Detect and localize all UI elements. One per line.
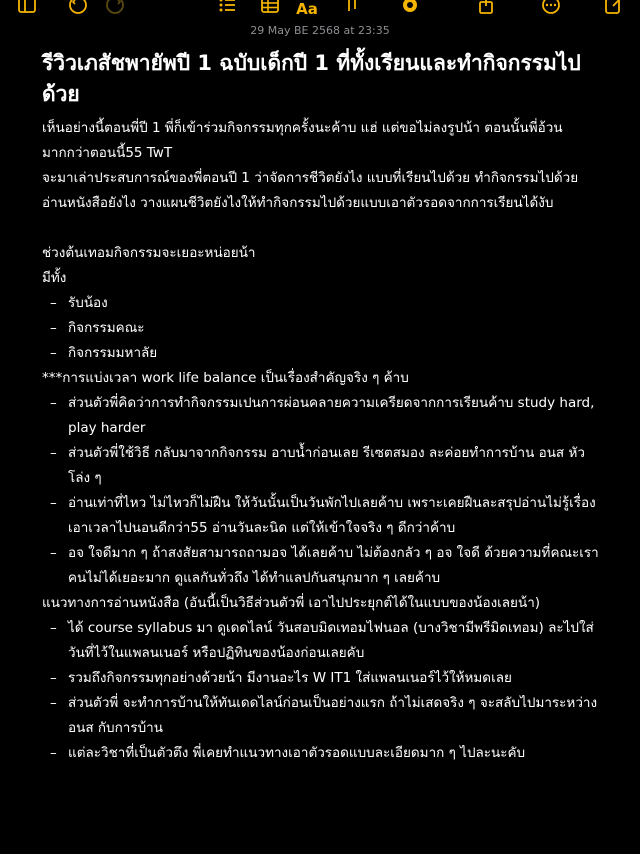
redo-icon[interactable] xyxy=(104,0,126,16)
attachment-icon[interactable] xyxy=(341,0,363,16)
intro-paragraph: จะมาเล่าประสบการณ์ของพี่ตอนปี 1 ว่าจัดการชีวิตยังไง แบบที่เรียนไปด้วย ทำกิจกรรมไปด้วย อ่านหนังสือยังไง วางแผนชีวิตยังไงให้ทำกิจกรรมไปด้วยแบบเอาตัวรอดจากการเรียนได้งับ xyxy=(42,170,579,211)
note-title: รีวิวเภสัชพายัพปี 1 ฉบับเด็กปี 1 ที่ทั้งเรียนและทำกิจกรรมไปด้วย xyxy=(42,51,581,106)
list-item: – ส่วนตัวพี่ จะทำการบ้านให้ทันเดดไลน์ก่อนเป็นอย่างแรก ถ้าไม่เสดจริง ๆ จะสลับไปมาระหว่าง อนส กับการบ้าน xyxy=(50,695,598,736)
list-item: – ส่วนตัวพี่ใช้วิธี กลับมาจากกิจกรรม อาบน้ำก่อนเลย รีเซตสมอง ละค่อยทำการบ้าน อนส หัวโล่ง ๆ xyxy=(50,445,585,486)
intro-paragraph: เห็นอย่างนี้ตอนพี่ปี 1 พี่ก็เข้าร่วมกิจกรรมทุกครั้งนะค้าบ แฮ่ แต่ขอไม่ลงรูปน้า ตอนนั้นพี่อ้วนมากกว่าตอนนี้55 TwT xyxy=(42,120,563,161)
section-heading: แนวทางการอ่านหนังสือ (อันนี้เป็นวิธีส่วนตัวพี่ เอาไปประยุกต์ได้ในแบบของน้องเลยน้า) xyxy=(42,595,541,611)
format-icon[interactable]: Aa xyxy=(296,0,318,18)
toolbar xyxy=(0,0,640,22)
more-icon[interactable] xyxy=(540,0,562,16)
list-item: – รวมถึงกิจกรรมทุกอย่างด้วยน้า มีงานอะไร W IT1 ใส่แพลนเนอร์ไว้ให้หมดเลย xyxy=(50,670,512,686)
markup-icon[interactable] xyxy=(399,0,421,16)
section-subheading: มีทั้ง xyxy=(42,270,67,286)
share-icon[interactable] xyxy=(475,0,497,16)
table-icon[interactable] xyxy=(259,0,281,16)
note-timestamp: 29 May BE 2568 at 23:35 xyxy=(250,24,390,37)
section-heading: ***การแบ่งเวลา work life balance เป็นเรื่องสำคัญจริง ๆ ค้าบ xyxy=(42,370,409,386)
section-heading: ช่วงต้นเทอมกิจกรรมจะเยอะหน่อยน้า xyxy=(42,245,256,261)
undo-icon[interactable] xyxy=(67,0,89,16)
note-body[interactable] xyxy=(42,48,602,766)
compose-icon[interactable] xyxy=(603,0,625,16)
list-item: – แต่ละวิชาที่เป็นตัวตึง พี่เคยทำแนวทางเอาตัวรอดแบบละเอียดมาก ๆ ไปละนะคับ xyxy=(50,745,526,761)
checklist-icon[interactable] xyxy=(216,0,238,16)
list-item: – รับน้อง xyxy=(50,295,108,311)
list-item: – อ่านเท่าที่ไหว ไม่ไหวก็ไม่ฝืน ให้วันนั้นเป็นวันพักไปเลยค้าบ เพราะเคยฝืนละสรุปอ่านไม่รู้เรื่อง เอาเวลาไปนอนดีกว่า55 อ่านวันละนิด แต่ให้เข้าใจจริง ๆ ดีกว่าค้าบ xyxy=(50,495,596,536)
list-item: – ได้ course syllabus มา ดูเดดไลน์ วันสอบมิดเทอมไฟนอล (บางวิชามีพรีมิดเทอม) ละไปใส่วันที่ไว้ในแพลนเนอร์ หรือปฏิทินของน้องก่อนเลยคับ xyxy=(50,620,594,661)
list-item: – อจ ใจดีมาก ๆ ถ้าสงสัยสามารถถามอจ ได้เลยค้าบ ไม่ต้องกลัว ๆ อจ ใจดี ด้วยความที่คณะเราคนไม่ได้เยอะมาก ดูแลกันทั่วถึง ได้ทำแลปกันสนุกมาก ๆ เลยค้าบ xyxy=(50,545,599,586)
sidebar-icon[interactable] xyxy=(16,0,38,16)
blank-line xyxy=(42,216,602,241)
list-item: – กิจกรรมคณะ xyxy=(50,320,145,336)
list-item: – กิจกรรมมหาลัย xyxy=(50,345,158,361)
list-item: – ส่วนตัวพี่คิดว่าการทำกิจกรรมเปนการผ่อนคลายความเครียดจากการเรียนค้าบ study hard, play harder xyxy=(50,395,595,436)
